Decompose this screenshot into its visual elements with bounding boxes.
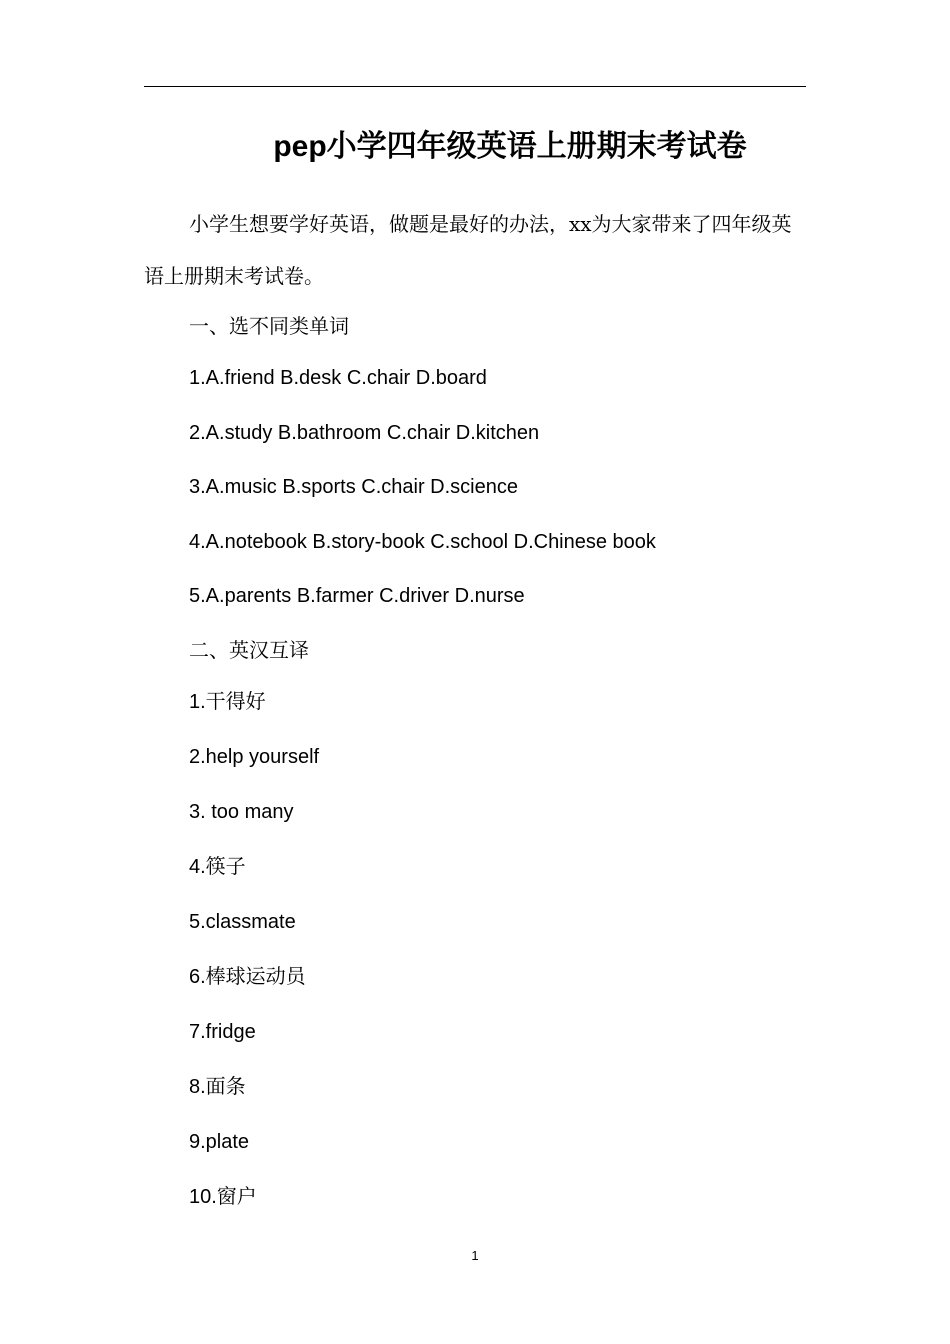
translation-item: 8.面条 <box>189 1076 246 1098</box>
question-item: 5.A.parents B.farmer C.driver D.nurse <box>189 585 525 607</box>
section-heading-1: 一、选不同类单词 <box>189 314 349 338</box>
question-item: 1.A.friend B.desk C.chair D.board <box>189 367 487 389</box>
translation-item: 1.干得好 <box>189 691 266 713</box>
translation-item: 3. too many <box>189 801 294 823</box>
translation-item: 7.fridge <box>189 1021 256 1043</box>
question-item: 4.A.notebook B.story-book C.school D.Chinese book <box>189 531 656 553</box>
translation-item: 6.棒球运动员 <box>189 966 306 988</box>
intro-paragraph: 小学生想要学好英语，做题是最好的办法，xx为大家带来了四年级英语上册期末考试卷。 <box>144 212 792 288</box>
section-heading-2: 二、英汉互译 <box>189 638 309 662</box>
page-number: 1 <box>471 1248 479 1263</box>
translation-item: 5.classmate <box>189 911 296 933</box>
translation-item: 2.help yourself <box>189 746 320 768</box>
translation-item: 10.窗户 <box>189 1186 257 1208</box>
question-item: 3.A.music B.sports C.chair D.science <box>189 476 518 498</box>
translation-item: 9.plate <box>189 1131 250 1153</box>
header-rule <box>144 86 806 87</box>
page-title: pep小学四年级英语上册期末考试卷 <box>273 130 747 163</box>
translation-item: 4.筷子 <box>189 856 246 878</box>
question-item: 2.A.study B.bathroom C.chair D.kitchen <box>189 422 540 444</box>
